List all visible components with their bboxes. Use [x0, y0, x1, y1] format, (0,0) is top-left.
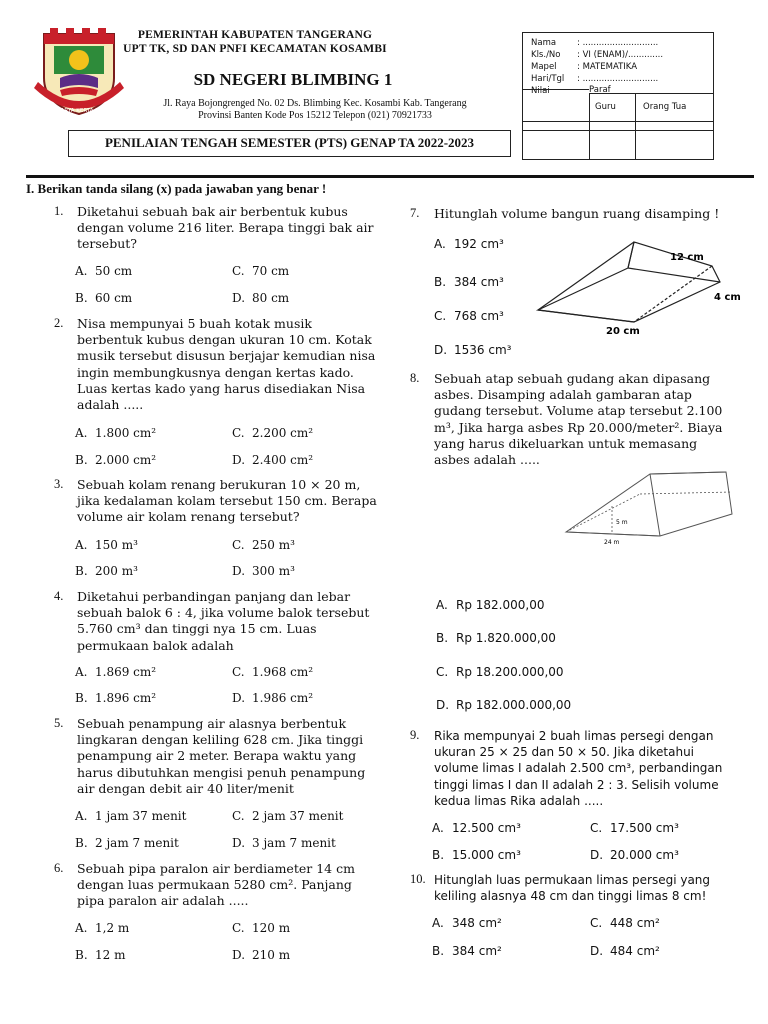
- nilai-label: Nilai: [531, 86, 550, 96]
- option-text: 1.800 cm²: [95, 426, 157, 440]
- header-divider: [26, 175, 754, 178]
- option-text: 70 cm: [252, 264, 290, 278]
- option-text: 448 cm²: [610, 916, 660, 930]
- option-letter: D.: [590, 944, 604, 958]
- q10-option-a[interactable]: [432, 916, 502, 930]
- school-address: Jl. Raya Bojongrenged No. 02 Ds. Blimbing Kec. Kosambi Kab. Tangerang: [163, 98, 467, 109]
- q3-option-a[interactable]: [75, 538, 138, 552]
- mapel-label: Mapel: [531, 62, 557, 72]
- q6-option-d[interactable]: [232, 948, 290, 962]
- mapel-value: : MATEMATIKA: [577, 62, 638, 72]
- q1-option-b[interactable]: [75, 291, 132, 305]
- option-text: 484 cm²: [610, 944, 660, 958]
- option-letter: B.: [432, 944, 445, 958]
- q1-option-d[interactable]: [232, 291, 289, 305]
- option-text: 348 cm²: [452, 916, 502, 930]
- q4-option-d[interactable]: [232, 691, 313, 705]
- option-text: Rp 182.000.000,00: [456, 698, 572, 712]
- school-name: SD NEGERI BLIMBING 1: [193, 70, 393, 89]
- q10-option-b[interactable]: [432, 944, 502, 958]
- kls-value[interactable]: : VI (ENAM)/.............: [577, 50, 664, 60]
- q8-option-d[interactable]: [436, 698, 571, 712]
- q3-option-c[interactable]: [232, 538, 295, 552]
- q10-text: Hitunglah luas permukaan limas persegi yang keliling alasnya 48 cm dan tinggi limas 8 cm!: [434, 873, 711, 904]
- option-text: 2 jam 7 menit: [95, 836, 179, 850]
- option-letter: D.: [232, 948, 246, 962]
- option-text: 1.896 cm²: [95, 691, 157, 705]
- q8-roof-figure: [560, 462, 740, 548]
- q9-text: Rika mempunyai 2 buah limas persegi dengan ukuran 25 × 25 dan 50 × 50. Jika diketahui volume limas I adalah 2.500 cm³, perbandingan tinggi limas I dan II adalah 2 : 3. Selisih volume kedua limas Rika adalah .....: [434, 729, 723, 808]
- q8-option-c[interactable]: [436, 665, 564, 679]
- option-text: 210 m: [252, 948, 291, 962]
- option-letter: C.: [232, 665, 245, 679]
- q8-label-width: 24 m: [604, 539, 620, 546]
- q5-text: Sebuah penampung air alasnya berbentuk lingkaran dengan keliling 628 cm. Jika tinggi penampung air 2 meter. Berapa waktu yang harus dibutuhkan mengisi penuh penampung air dengan debit air 40 liter/menit: [77, 716, 366, 796]
- option-letter: D.: [436, 698, 450, 712]
- q8-number: 8.: [410, 371, 420, 385]
- option-letter: B.: [436, 631, 449, 645]
- q7-option-c[interactable]: [434, 309, 504, 323]
- option-text: 2.400 cm²: [252, 453, 314, 467]
- option-text: 1 jam 37 menit: [95, 809, 187, 823]
- q7-label-right: 4 cm: [714, 292, 741, 303]
- q9-option-d[interactable]: [590, 848, 679, 862]
- option-letter: D.: [232, 836, 246, 850]
- q3-option-b[interactable]: [75, 564, 138, 578]
- option-text: 1.869 cm²: [95, 665, 157, 679]
- option-text: 1.986 cm²: [252, 691, 314, 705]
- option-text: 384 cm³: [454, 275, 504, 289]
- option-letter: A.: [75, 921, 88, 935]
- hari-value[interactable]: : ............................: [577, 74, 659, 84]
- q8-option-b[interactable]: [436, 631, 556, 645]
- option-letter: D.: [232, 453, 246, 467]
- option-letter: C.: [590, 916, 603, 930]
- q2-text: Nisa mempunyai 5 buah kotak musik berbentuk kubus dengan ukuran 10 cm. Kotak musik tersebut disusun berjajar kemudian nisa ingin membungkusnya dengan kertas kado. Luas kertas kado yang harus disediakan Nisa adalah .....: [77, 316, 376, 413]
- option-letter: A.: [436, 598, 448, 612]
- option-letter: D.: [232, 564, 246, 578]
- option-text: 12.500 cm³: [452, 821, 521, 835]
- q4-number: 4.: [54, 589, 64, 603]
- q6-option-c[interactable]: [232, 921, 290, 935]
- option-letter: C.: [434, 309, 447, 323]
- q3-text: Sebuah kolam renang berukuran 10 × 20 m, jika kedalaman kolam tersebut 150 cm. Berapa volume air kolam renang tersebut?: [77, 477, 377, 525]
- q7-text: Hitunglah volume bangun ruang disamping !: [434, 206, 720, 221]
- header-government: PEMERINTAH KABUPATEN TANGERANG: [137, 29, 373, 41]
- q4-option-b[interactable]: [75, 691, 156, 705]
- option-letter: C.: [232, 538, 245, 552]
- q1-text: Diketahui sebuah bak air berbentuk kubus dengan volume 216 liter. Berapa tinggi bak air tersebut?: [77, 204, 374, 252]
- q6-number: 6.: [54, 861, 64, 875]
- q7-option-d[interactable]: [434, 343, 511, 357]
- option-text: 60 cm: [95, 291, 133, 305]
- header-unit: UPT TK, SD DAN PNFI KECAMATAN KOSAMBI: [123, 43, 387, 55]
- option-letter: C.: [232, 426, 245, 440]
- option-text: Rp 18.200.000,00: [456, 665, 564, 679]
- nama-row: [531, 38, 658, 48]
- option-text: 300 m³: [252, 564, 295, 578]
- option-text: 1,2 m: [95, 921, 130, 935]
- option-letter: C.: [590, 821, 603, 835]
- mapel-row: [531, 62, 637, 72]
- q2-option-a[interactable]: [75, 426, 156, 440]
- option-letter: B.: [75, 691, 88, 705]
- option-letter: A.: [432, 916, 444, 930]
- q7-number: 7.: [410, 206, 420, 220]
- option-letter: A.: [75, 665, 88, 679]
- option-letter: B.: [75, 453, 88, 467]
- kls-label: Kls./No: [531, 50, 561, 60]
- q5-option-a[interactable]: [75, 809, 186, 823]
- q10-option-d[interactable]: [590, 944, 660, 958]
- q7-option-b[interactable]: [434, 275, 504, 289]
- option-text: Rp 182.000,00: [456, 598, 545, 612]
- option-letter: B.: [75, 564, 88, 578]
- option-text: 1536 cm³: [454, 343, 512, 357]
- hari-row: [531, 74, 658, 84]
- option-text: 2 jam 37 menit: [252, 809, 344, 823]
- option-letter: A.: [75, 538, 88, 552]
- option-letter: A.: [434, 237, 446, 251]
- q7-prism-figure: [530, 238, 750, 340]
- q8-text: Sebuah atap sebuah gudang akan dipasang asbes. Disamping adalah gambaran atap gudang tersebut. Volume atap tersebut 2.100 m³, Jika harga asbes Rp 20.000/meter². Biaya yang harus dikeluarkan untuk memasang asbes adalah .....: [434, 371, 723, 468]
- orang-tua-label: Orang Tua: [643, 102, 687, 112]
- option-letter: A.: [75, 264, 88, 278]
- option-text: 250 m³: [252, 538, 295, 552]
- option-text: 15.000 cm³: [452, 848, 521, 862]
- q10-option-c[interactable]: [590, 916, 660, 930]
- q5-option-b[interactable]: [75, 836, 179, 850]
- q7-label-top: 12 cm: [670, 252, 704, 263]
- q6-option-b[interactable]: [75, 948, 125, 962]
- option-letter: B.: [75, 948, 88, 962]
- option-letter: A.: [75, 426, 88, 440]
- exam-title: PENILAIAN TENGAH SEMESTER (PTS) GENAP TA 2022-2023: [68, 130, 511, 157]
- option-letter: D.: [434, 343, 448, 357]
- school-contact: Provinsi Banten Kode Pos 15212 Telepon (021) 70921733: [198, 110, 432, 121]
- option-text: 2.000 cm²: [95, 453, 157, 467]
- option-text: 200 m³: [95, 564, 138, 578]
- q2-option-b[interactable]: [75, 453, 156, 467]
- option-letter: D.: [232, 691, 246, 705]
- option-text: 768 cm³: [454, 309, 504, 323]
- option-letter: D.: [590, 848, 604, 862]
- q6-option-a[interactable]: [75, 921, 129, 935]
- q8-option-a[interactable]: [436, 598, 544, 612]
- option-letter: A.: [432, 821, 444, 835]
- q9-number: 9.: [410, 728, 420, 742]
- q1-option-c[interactable]: [232, 264, 289, 278]
- q4-text: Diketahui perbandingan panjang dan lebar sebuah balok 6 : 4, jika volume balok tersebut 5.760 cm³ dan tinggi nya 15 cm. Luas permukaan balok adalah: [77, 589, 370, 653]
- q1-option-a[interactable]: [75, 264, 132, 278]
- nama-label: Nama: [531, 38, 557, 48]
- q10-number: 10.: [410, 872, 426, 886]
- q1-number: 1.: [54, 204, 64, 218]
- section-instruction: I. Berikan tanda silang (x) pada jawaban yang benar !: [26, 181, 327, 196]
- q6-text: Sebuah pipa paralon air berdiameter 14 cm dengan luas permukaan 5280 cm². Panjang pipa paralon air adalah .....: [77, 861, 355, 909]
- option-text: 50 cm: [95, 264, 133, 278]
- option-letter: B.: [75, 836, 88, 850]
- option-letter: B.: [434, 275, 447, 289]
- option-letter: C.: [232, 921, 245, 935]
- option-text: 1.968 cm²: [252, 665, 314, 679]
- option-text: 384 cm²: [452, 944, 502, 958]
- q9-option-c[interactable]: [590, 821, 679, 835]
- q9-option-b[interactable]: [432, 848, 521, 862]
- q3-option-d[interactable]: [232, 564, 295, 578]
- option-letter: C.: [436, 665, 449, 679]
- q2-number: 2.: [54, 316, 64, 330]
- option-text: 80 cm: [252, 291, 290, 305]
- option-letter: C.: [232, 264, 245, 278]
- option-text: 192 cm³: [454, 237, 504, 251]
- q2-option-c[interactable]: [232, 426, 313, 440]
- q2-option-d[interactable]: [232, 453, 313, 467]
- option-text: 120 m: [252, 921, 291, 935]
- option-text: 20.000 cm³: [610, 848, 679, 862]
- q3-number: 3.: [54, 477, 64, 491]
- hari-label: Hari/Tgl: [531, 74, 565, 84]
- q4-option-a[interactable]: [75, 665, 156, 679]
- q5-number: 5.: [54, 716, 64, 730]
- paraf-label: Paraf: [589, 85, 611, 95]
- option-text: 150 m³: [95, 538, 138, 552]
- q5-option-d[interactable]: [232, 836, 336, 850]
- nama-value[interactable]: : ............................: [577, 38, 659, 48]
- option-letter: B.: [75, 291, 88, 305]
- guru-label: Guru: [595, 102, 616, 112]
- option-letter: A.: [75, 809, 88, 823]
- option-text: 12 m: [95, 948, 126, 962]
- option-letter: D.: [232, 291, 246, 305]
- option-text: 17.500 cm³: [610, 821, 679, 835]
- option-letter: B.: [432, 848, 445, 862]
- q9-option-a[interactable]: [432, 821, 521, 835]
- q5-option-c[interactable]: [232, 809, 343, 823]
- option-text: Rp 1.820.000,00: [456, 631, 556, 645]
- q8-label-height: 5 m: [616, 519, 628, 526]
- q4-option-c[interactable]: [232, 665, 313, 679]
- q7-label-bottom: 20 cm: [606, 326, 640, 337]
- q7-option-a[interactable]: [434, 237, 504, 251]
- option-text: 3 jam 7 menit: [252, 836, 336, 850]
- option-letter: C.: [232, 809, 245, 823]
- kls-row: [531, 50, 663, 60]
- option-text: 2.200 cm²: [252, 426, 314, 440]
- logo-motto: SATYA KARYA KERTA RAHARJA: [38, 108, 120, 114]
- student-info-box: [522, 32, 714, 160]
